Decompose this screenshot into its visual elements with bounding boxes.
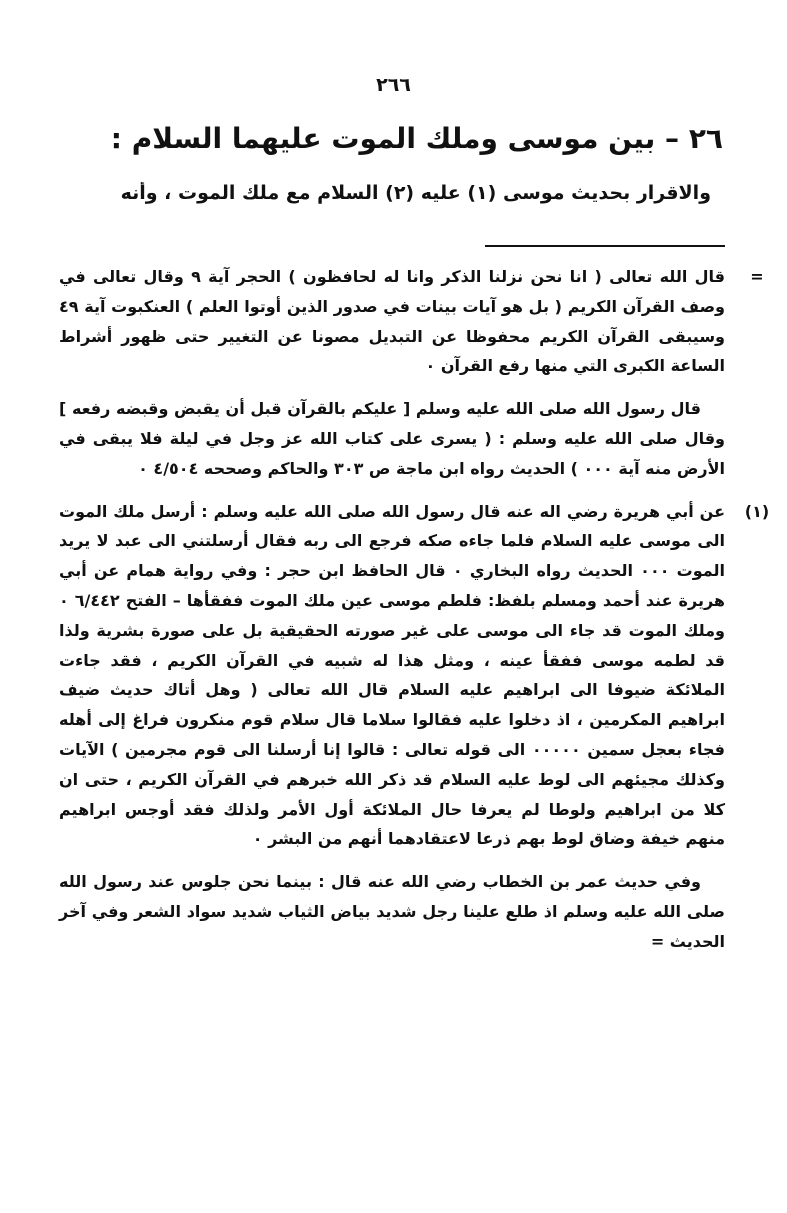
footnote-continued (59, 262, 764, 484)
footnote-1 (59, 497, 770, 957)
page-number: ٢٦٦ (376, 74, 411, 96)
footnote-paragraph: قال الله تعالى ( انا نحن نزلنا الذكر وانا له لحافظون ) الحجر آية ٩ وقال تعالى في وصف القرآن الكريم ( بل هو آيات بينات في صدور الذين أوتوا العلم ) العنكبوت آية ٤٩ وسيبقى القرآن الكريم محفوظا عن التبديل مصونا عن التغيير حتى ظهور أشراط الساعة الكبرى التي منها رفع القرآن ٠ (59, 267, 725, 376)
footnote-number: (١) (744, 501, 770, 521)
footnote-paragraph: وفي حديث عمر بن الخطاب رضي الله عنه قال : بينما نحن جلوس عند رسول الله صلى الله عليه وسلم اذ طلع علينا رجل شديد بياض الثياب شديد سواد الشعر وفي آخر الحديث = (59, 872, 725, 951)
footnote-paragraph: قال رسول الله صلى الله عليه وسلم [ عليكم بالقرآن قبل أن يقبض وقبضه رفعه ] وقال صلى الله عليه وسلم : ( يسرى على كتاب الله عز وجل في ليلة فلا يبقى في الأرض منه آية ٠٠٠ ) الحديث رواه ابن ماجة ص ٣٠٣ والحاكم وصححه ٤/٥٠٤ ٠ (59, 399, 725, 478)
continuation-marker: = (750, 267, 764, 286)
footnote-separator (485, 245, 725, 247)
section-subheading: والاقرار بحديث موسى (١) عليه (٢) السلام مع ملك الموت ، وأنه (120, 182, 711, 204)
footnote-paragraph: عن أبي هريرة رضي اله عنه قال رسول الله صلى الله عليه وسلم : أرسل ملك الموت الى موسى عليه السلام فلما جاءه صكه فرجع الى ربه فقال أرسلتني الى عبد لا يريد الموت ٠٠٠ الحديث رواه البخاري ٠ قال الحافظ ابن حجر : وفي رواية همام عن أبي هريرة عند أحمد ومسلم بلفظ: فلطم موسى عين ملك الموت ففقأها – الفتح ٦/٤٤٢ ٠ وملك الموت قد جاء الى موسى على غير صورته الحقيقية بل على صورة بشرية ولذا قد لطمه موسى ففقأ عينه ، ومثل هذا له شبيه في القرآن الكريم ، فقد جاءت الملائكة ضيوفا الى ابراهيم عليه السلام قال الله تعالى ( وهل أتاك حديث ضيف ابراهيم المكرمين ، اذ دخلوا عليه فقالوا سلاما قال سلام قوم منكرون فراغ إلى أهله فجاء بعجل سمين ٠٠٠٠٠ الى قوله تعالى : قالوا إنا أرسلنا الى قوم مجرمين ) الآيات وكذلك مجيئهم الى لوط عليه السلام قد ذكر الله خبرهم في القرآن الكريم ، حتى ان كلا من ابراهيم ولوطا لم يعرفا حال الملائكة أول الأمر ولذلك فقد أوجس ابراهيم منهم خيفة وضاق لوط بهم ذرعا لاعتقادهما أنهم من البشر ٠ (59, 501, 725, 849)
footnotes-area (59, 262, 770, 957)
section-heading: ٢٦ – بين موسى وملك الموت عليهما السلام : (110, 122, 723, 155)
